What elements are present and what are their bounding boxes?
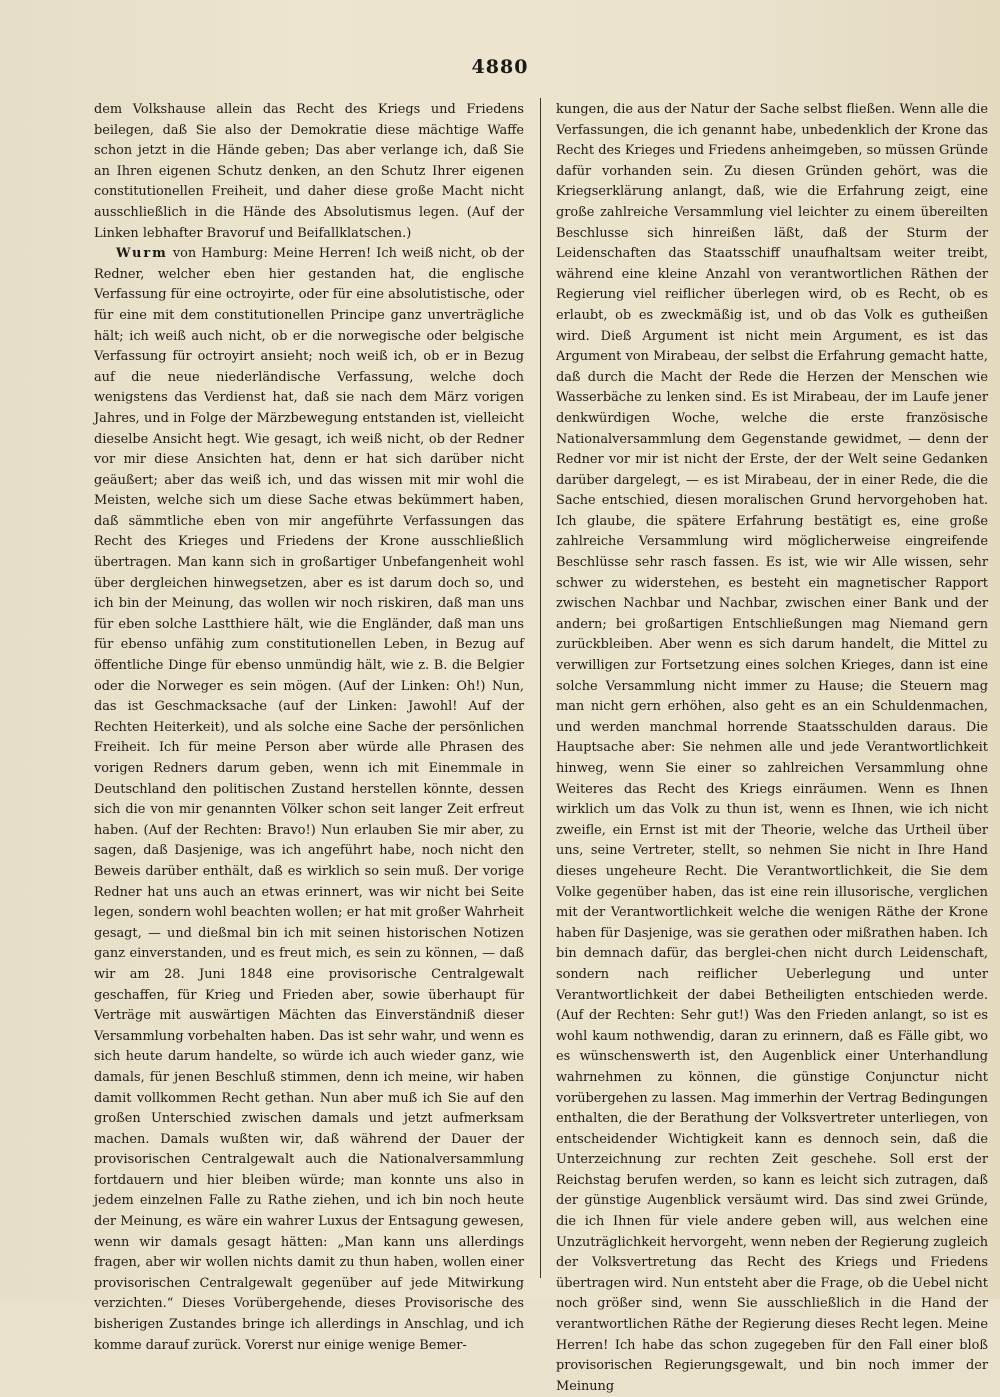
column-divider — [540, 98, 541, 1278]
page-number: 4880 — [471, 56, 529, 78]
speech-text: von Hamburg: Meine Herren! Ich weiß nicht, ob der Redner, welcher eben hier gestanden hat, die englische Verfassung für eine octroyirte, oder für eine absolutistische, oder für eine mit dem constitutionellen Principe ganz unverträgliche hält; ich weiß auch nicht, ob er die norwegische oder belgische Verfassung für octroyirt ansieht; noch weiß ich, ob er in Bezug auf die neue niederländische Verfassung, welche doch wenigstens das Verdienst hat, daß sie nach dem März vorigen Jahres, und in Folge der Märzbewegung entstanden ist, vielleicht dieselbe Ansicht hegt. Wie gesagt, ich weiß nicht, ob der Redner vor mir diese Ansichten hat, denn er hat sich darüber nicht geäußert; aber das weiß ich, und das wissen mit mir wohl die Meisten, welche sich um diese Sache etwas bekümmert haben, daß sämmtliche eben von mir angeführte Verfassungen das Recht des Krieges und Friedens der Krone ausschließlich übertragen. Man kann sich in großartiger Unbefangenheit wohl über dergleichen hinwegsetzen, aber es ist darum doch so, und ich bin der Meinung, das wollen wir noch riskiren, daß man uns für eben solche Lastthiere hält, wie die Engländer, daß man uns für ebenso unfähig zum constitutionellen Leben, in Bezug auf öffentliche Dinge für ebenso unmündig hält, wie z. B. die Belgier oder die Norweger es sein mögen. (Auf der Linken: Oh!) Nun, das ist Geschmacksache (auf der Linken: Jawohl! Auf der Rechten Heiterkeit), und als solche eine Sache der persönlichen Freiheit. Ich für meine Person aber würde alle Phrasen des vorigen Redners darum geben, wenn ich mit Einemmale in Deutschland den politischen Zustand herstellen könnte, dessen sich die von mir genannten Völker schon seit langer Zeit erfreut haben. (Auf der Rechten: Bravo!) Nun erlauben Sie mir aber, zu sagen, daß Dasjenige, was ich angeführt habe, noch nicht den Beweis darüber enthält, daß es wirklich so sein muß. Der vorige Redner hat uns auch an etwas erinnert, was wir nicht bei Seite legen, sondern wohl beachten wollen; er hat mit großer Wahrheit gesagt, — und dießmal bin ich mit seinen historischen Notizen ganz einverstanden, und es freut mich, es sein zu können, — daß wir am 28. Juni 1848 eine provisorische Centralgewalt geschaffen, für Krieg und Frieden aber, sowie überhaupt für Verträge mit auswärtigen Mächten das Einverständniß dieser Versammlung vorbehalten haben. Das ist sehr wahr, und wenn es sich heute darum handelte, so würde ich auch wieder ganz, wie damals, für jenen Beschluß stimmen, denn ich meine, wir haben damit vollkommen Recht gethan. Nun aber muß ich Sie auf den großen Unterschied zwischen damals und jetzt aufmerksam machen. Damals wußten wir, daß während der Dauer der provisorischen Centralgewalt auch die Nationalversammlung fortdauern und hier bleiben würde; man konnte uns also in jedem einzelnen Falle zu Rathe ziehen, und ich bin noch heute der Meinung, es wäre ein wahrer Luxus der Entsagung gewesen, wenn wir damals gesagt hätten: „Man kann uns allerdings fragen, aber wir wollen nichts damit zu thun haben, wollen einer provisorischen Centralgewalt gegenüber auf jede Mitwirkung verzichten.“ Dieses Vorübergehende, dieses Provisorische des bisherigen Zustandes bringe ich allerdings in Anschlag, und ich komme darauf zurück. Vorerst nur einige wenige Bemer- — [94, 246, 524, 1353]
left-column — [94, 100, 524, 1353]
right-column — [556, 100, 988, 1394]
speech-paragraph — [94, 244, 524, 1356]
paragraph: dem Volkshause allein das Recht des Kriegs und Friedens beilegen, daß Sie also der Demokratie diese mächtige Waffe schon jetzt in die Hände geben; Das aber verlange ich, daß Sie an Ihren eigenen Schutz denken, an den Schutz Ihrer eigenen constitutionellen Freiheit, und daher diese große Macht nicht ausschließlich in die Hände des Absolutismus legen. (Auf der Linken lebhafter Bravoruf und Beifallklatschen.) — [94, 102, 524, 241]
speaker-name: Wurm — [116, 246, 168, 262]
paragraph: kungen, die aus der Natur der Sache selbst fließen. Wenn alle die Verfassungen, die ich genannt habe, unbedenklich der Krone das Recht des Krieges und Friedens anheimgeben, so müssen Gründe dafür vorhanden sein. Zu diesen Gründen gehört, was die Kriegserklärung anlangt, daß, wie die Erfahrung zeigt, eine große zahlreiche Versammlung viel leichter zu einem übereilten Beschlusse sich hinreißen läßt, daß der Sturm der Leidenschaften das Staatsschiff unaufhaltsam weiter treibt, während eine kleine Anzahl von verantwortlichen Räthen der Regierung viel reiflicher überlegen wird, ob es Recht, ob es erlaubt, ob es zweckmäßig ist, und ob das Volk es gutheißen wird. Dieß Argument ist nicht mein Argument, es ist das Argument von Mirabeau, der selbst die Erfahrung gemacht hatte, daß durch die Macht der Rede die Herzen der Menschen wie Wasserbäche zu lenken sind. Es ist Mirabeau, der im Laufe jener denkwürdigen Woche, welche die erste französische Nationalversammlung dem Gegenstande gewidmet, — denn der Redner vor mir ist nicht der Erste, der der Welt seine Gedanken darüber dargelegt, — es ist Mirabeau, der in einer Rede, die die Sache entschied, diesen moralischen Grund hervorgehoben hat. Ich glaube, die spätere Erfahrung bestätigt es, eine große zahlreiche Versammlung wird möglicherweise eingreifende Beschlüsse sehr rasch fassen. Es ist, wie wir Alle wissen, sehr schwer zu widerstehen, es besteht ein magnetischer Rapport zwischen Nachbar und Nachbar, zwischen einer Bank und der andern; bei großartigen Entschließungen mag Niemand gern zurückbleiben. Aber wenn es sich darum handelt, die Mittel zu verwilligen zur Fortsetzung eines solchen Krieges, dann ist eine solche Versammlung nicht immer zu Hause; die Steuern mag man nicht gern erhöhen, also geht es an ein Schuldenmachen, und werden manchmal horrende Staatsschulden daraus. Die Hauptsache aber: Sie nehmen alle und jede Verantwortlichkeit hinweg, wenn Sie einer so zahlreichen Versammlung ohne Weiteres das Recht des Kriegs einräumen. Wenn es Ihnen wirklich um das Volk zu thun ist, wenn es Ihnen, wie ich nicht zweifle, ein Ernst ist mit der Theorie, welche das Urtheil über uns, seine Vertreter, stellt, so nehmen Sie nicht in Ihre Hand dieses ungeheure Recht. Die Verantwortlichkeit, die Sie dem Volke gegenüber haben, das ist eine rein illusorische, verglichen mit der Verantwortlichkeit welche die wenigen Räthe der Krone haben für Dasjenige, was sie gerathen oder mißrathen haben. Ich bin demnach dafür, das berglei-chen nicht durch Leidenschaft, sondern nach reiflicher Ueberlegung und unter Verantwortlichkeit der dabei Betheiligten entschieden werde. (Auf der Rechten: Sehr gut!) Was den Frieden anlangt, so ist es wohl kaum nothwendig, daran zu erinnern, daß es Fälle gibt, wo es wünschenswerth ist, den Augenblick einer Unterhandlung wahrnehmen zu können, die günstige Conjunctur nicht vorübergehen zu lassen. Mag immerhin der Vertrag Bedingungen enthalten, die der Berathung der Volksvertreter unterliegen, von entscheidender Wichtigkeit kann es dennoch sein, daß die Unterzeichnung zur rechten Zeit geschehe. Soll erst der Reichstag berufen werden, so kann es leicht sich zutragen, daß der günstige Augenblick versäumt wird. Das sind zwei Gründe, die ich Ihnen für viele andere geben will, aus welchen eine Unzuträglichkeit hervorgeht, wenn neben der Regierung zugleich der Volksvertretung das Recht des Kriegs und Friedens übertragen wird. Nun entsteht aber die Frage, ob die Uebel nicht noch größer sind, wenn Sie ausschließlich in die Hand der verantwortlichen Räthe der Regierung dieses Recht legen. Meine Herren! Ich habe das schon zugegeben für den Fall einer bloß provisorischen Regierungsgewalt, und bin noch immer der Meinung — [556, 102, 988, 1394]
